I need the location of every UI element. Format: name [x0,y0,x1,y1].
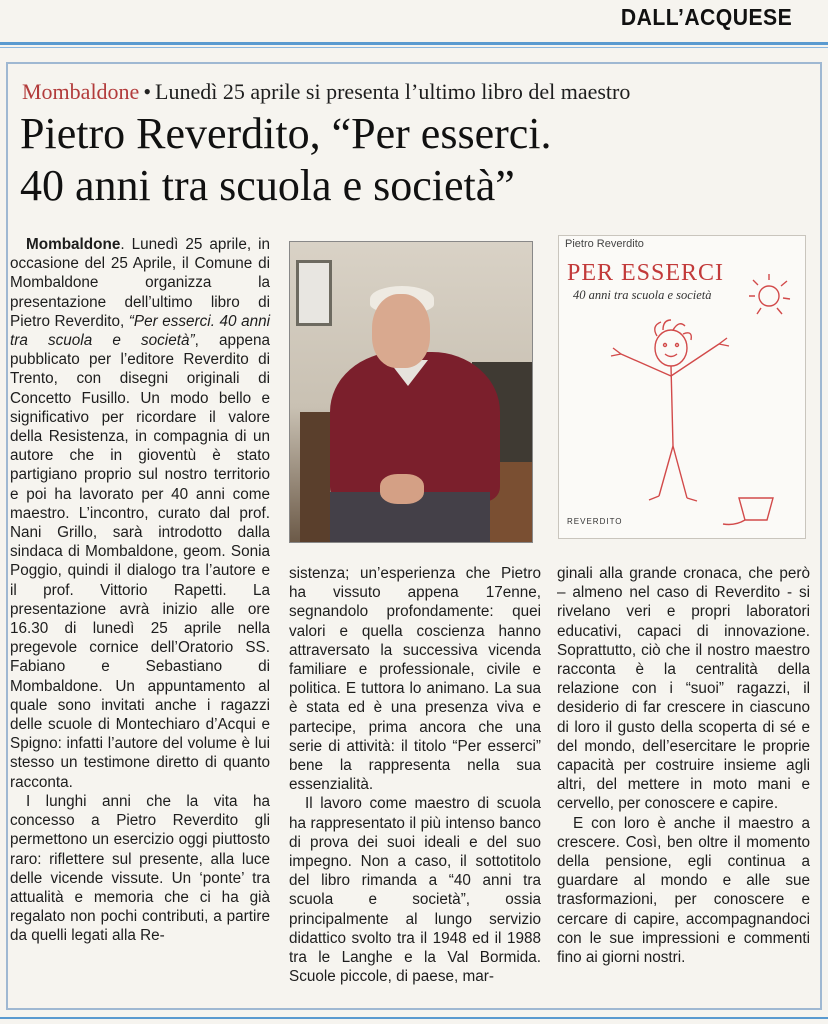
kicker-text: Lunedì 25 aprile si presenta l’ultimo libro del maestro [155,79,631,104]
paragraph: I lunghi anni che la vita ha concesso a Pietro Reverdito gli permettono un esercizio oggi piuttosto raro: riflettere sul presente, alla luce delle vicende vissute. Un ‘ponte’ tra attualità e memoria che ci ha già regalato non pochi contributi, a partire da quelli legati alla Re- [10,792,270,945]
bottom-divider [0,1017,828,1019]
paragraph: E con loro è anche il maestro a crescere. Così, ben oltre il momento della pensione, egli continua a guardare al mondo e alle sue trasformazioni, per conoscere e cercare di capire, accompagnandoci con le sue impressioni e commenti fino ai giorni nostri. [557,814,810,967]
headline [20,108,810,212]
paragraph: Il lavoro come maestro di scuola ha rappresentato il più intenso banco di prova dei suoi ideali e del suo impegno. Non a caso, il sottotitolo del libro rimanda a “40 anni tra scuola e società”, ossia principalmente al lungo servizio didattico svolto tra il 1948 ed il 1988 tra le Langhe e la Val Bormida. Scuole piccole, di paese, mar- [289,795,541,986]
kicker-place: Mombaldone [22,79,140,104]
cover-author: Pietro Reverdito [565,238,644,250]
cover-subtitle: 40 anni tra scuola e società [573,288,712,302]
book-title-inline: “Per esserci. 40 anni tra scuola e società” [10,312,270,350]
paragraph: sistenza; un’esperienza che Pietro ha vissuto appena 17enne, segnandolo profondamente: quei valori e quella coscienza hanno attraversato la successiva vicenda familiare e professionale, civile e politica. E tuttora lo animano. La sua è stata ed è una presenza viva e partecipe, prima ancora che una serie di attività: il titolo “Per esserci” bene la rappresenta nella sua essenzialità. [289,565,541,794]
paragraph-text: . Lunedì 25 aprile, in occasione del 25 Aprile, il Comune di Mombaldone organizza la presentazione dell’ultimo libro di Pietro Reverdito, [10,236,270,330]
paragraph-text: , appena pubblicato per l’editore Reverdito di Trento, con disegni originali di Concetto Fusillo. Un modo bello e significativo per ricordare il valore della Resistenza, in compagnia di un autore che in gioventù è stato partigiano proprio sul nostro territorio e poi ha lavorato per 40 anni come maestro. L’incontro, curato dal prof. Nani Grillo, sarà introdotto dalla sindaca di Mombaldone, geom. Sonia Poggio, quindi il dialogo tra l’autore e il prof. Vittorio Rapetti. La presentazione avrà inizio alle ore 16.30 di lunedì 25 aprile nella pregevole cornice dell’Oratorio SS. Fabiano e Sebastiano di Mombaldone. Un appuntamento al quale sono invitati anche i ragazzi delle scuole di Montechiaro d’Acqui e Spigno: infatti l’autore del volume è lui stesso un testimone diretto di quanto racconta. [10,332,270,791]
author-photo [289,241,533,543]
book-cover [558,235,806,539]
article-column-1 [10,235,270,946]
cover-title: PER ESSERCI [567,260,725,286]
headline-line-1: Pietro Reverdito, “Per esserci. [20,109,552,158]
paragraph: ginali alla grande cronaca, che però – almeno nel caso di Reverdito - si rivelano veri e propri laboratori educativi, capaci di innovazione. Soprattutto, ciò che il nostro maestro racconta è la centralità della relazione con i “suoi” ragazzi, il desiderio di far crescere in ciascuno di loro il gusto della scoperta di sé e del mondo, dell’esercitare le proprie capacità per costruire insieme agli altri, del mettere in moto mani e cervello, per conoscere e capire. [557,565,810,813]
top-divider [0,42,828,45]
child-drawing-illustration [559,236,805,538]
cover-publisher: REVERDITO [567,517,623,526]
kicker-separator: • [143,79,152,104]
headline-line-2: 40 anni tra scuola e società” [20,161,515,210]
article-column-2 [289,564,541,986]
section-title: DALL’ACQUESE [620,4,792,30]
lead-city: Mombaldone [26,236,121,253]
paragraph [10,235,270,792]
top-divider-thin [0,47,828,48]
kicker [22,79,630,105]
article-column-3 [557,564,810,967]
